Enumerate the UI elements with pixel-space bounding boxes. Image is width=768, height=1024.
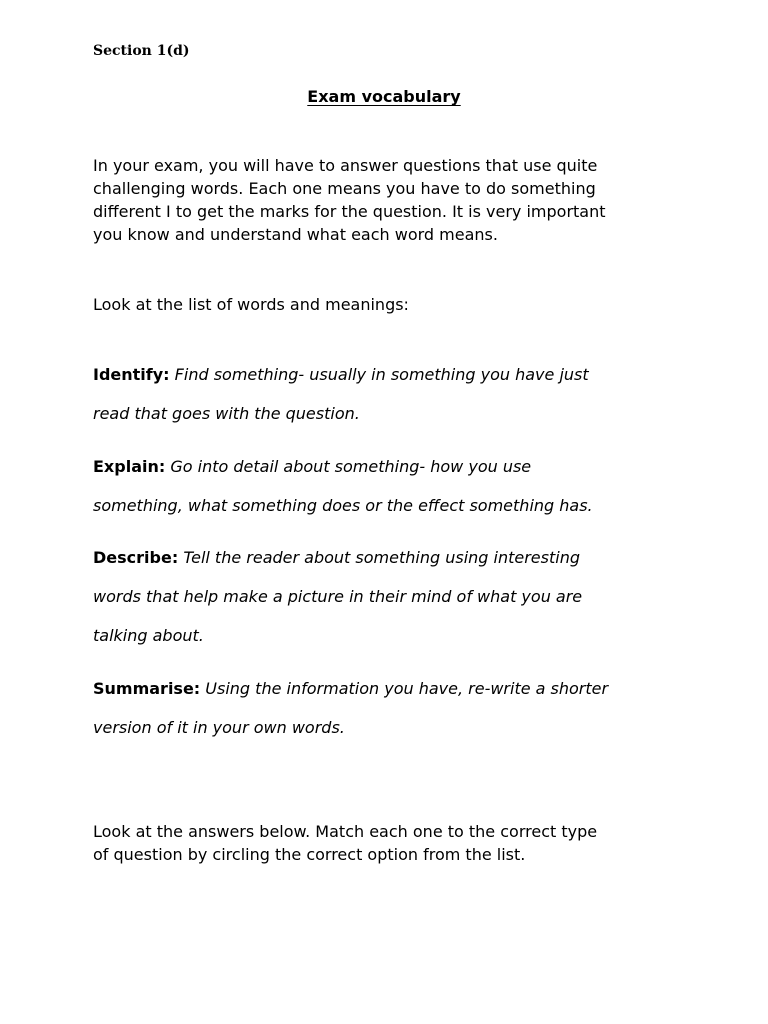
term-word: Summarise: (93, 679, 201, 698)
instructions-line: Look at the answers below. Match each one to the correct type (93, 822, 598, 841)
term-meaning: words that help make a picture in their mind of what you are (93, 587, 583, 606)
term-word: Identify: (93, 365, 170, 384)
term-line (93, 585, 713, 624)
term-line (93, 624, 713, 663)
term-line (93, 716, 713, 755)
intro-line: you know and understand what each word means. (93, 225, 498, 244)
section-label: Section 1(d) (93, 43, 190, 59)
term-identify (93, 363, 713, 441)
term-line (93, 494, 713, 533)
list-lead-text: Look at the list of words and meanings: (93, 295, 409, 314)
term-word: Describe: (93, 548, 179, 567)
page-title: Exam vocabulary (307, 87, 461, 106)
intro-paragraph (93, 154, 693, 246)
intro-line: In your exam, you will have to answer questions that use quite (93, 156, 598, 175)
term-describe (93, 546, 713, 663)
intro-line: challenging words. Each one means you have to do something (93, 179, 596, 198)
term-meaning: Go into detail about something- how you use (170, 457, 532, 476)
term-meaning: Find something- usually in something you have just (174, 365, 589, 384)
intro-line: different I to get the marks for the question. It is very important (93, 202, 606, 221)
term-meaning: version of it in your own words. (93, 718, 345, 737)
term-meaning: Tell the reader about something using interesting (183, 548, 580, 567)
term-meaning: something, what something does or the effect something has. (93, 496, 593, 515)
term-line (93, 402, 713, 441)
term-meaning: talking about. (93, 626, 204, 645)
term-summarise (93, 677, 713, 755)
term-word: Explain: (93, 457, 166, 476)
instructions-line: of question by circling the correct option from the list. (93, 845, 526, 864)
term-meaning: read that goes with the question. (93, 404, 360, 423)
instructions-paragraph (93, 820, 713, 866)
term-explain (93, 455, 713, 533)
term-line (93, 546, 713, 585)
term-meaning: Using the information you have, re-write a shorter (205, 679, 609, 698)
term-line (93, 363, 713, 402)
term-line (93, 455, 713, 494)
term-line (93, 677, 713, 716)
